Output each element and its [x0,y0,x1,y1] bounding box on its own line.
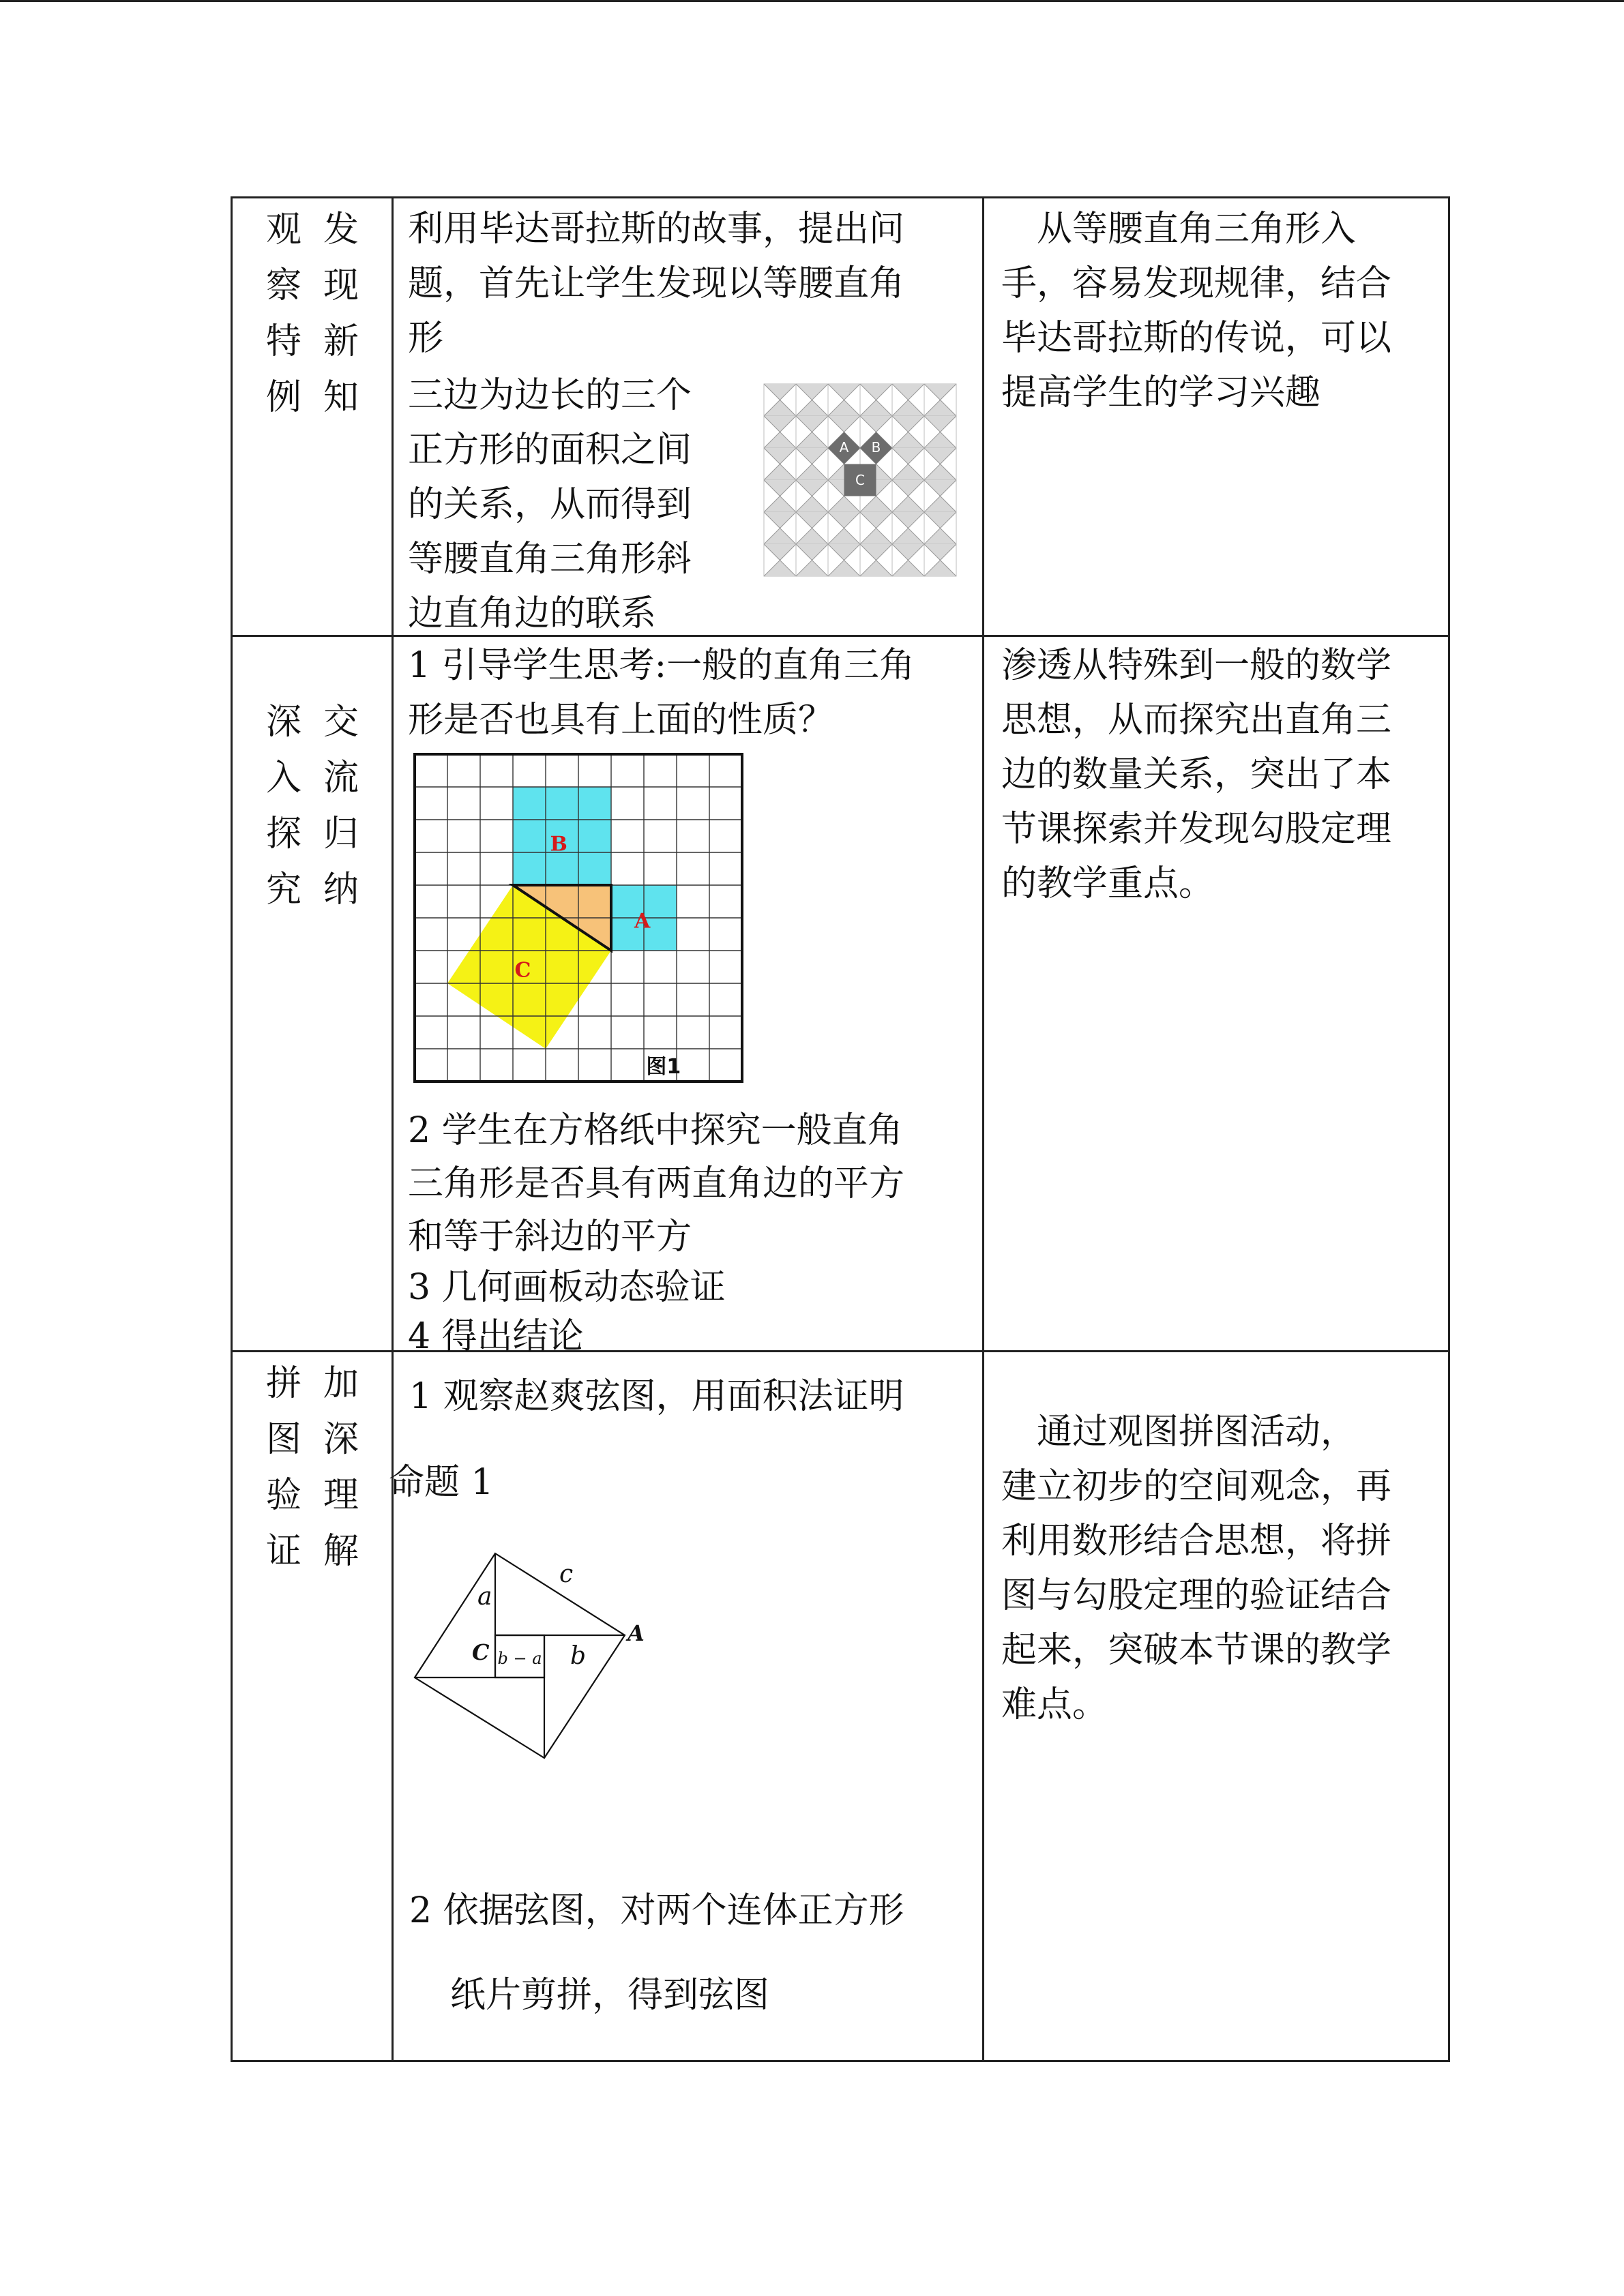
row3-activity-line: 命题 1 [389,1462,494,1503]
label-c: C [514,958,531,983]
label-a: A [634,909,651,934]
label-c: C [855,472,865,488]
row3-intent-line: 起来，突破本节课的教学 [1001,1630,1392,1671]
row3-intent-line: 建立初步的空间观念，再 [1001,1466,1392,1507]
table-border-right [1448,196,1450,2062]
label-a: a [477,1583,492,1611]
column-divider-2 [982,196,984,2062]
row1-activity-left-line: 的关系，从而得到 [408,484,692,525]
label-b-minus-a: b − a [497,1649,542,1668]
page-top-border [0,0,1624,2]
row1-activity-line: 利用毕达哥拉斯的故事，提出问 [408,209,905,250]
row2-activity-line: 三角形是否具有两直角边的平方 [408,1163,905,1204]
row2-stage-label: 深 入 探 究 [266,702,302,910]
table-border-left [231,196,233,2062]
row2-intent-line: 节课探索并发现勾股定理 [1001,809,1392,850]
row1-activity-left-line: 三边为边长的三个 [408,375,692,416]
row2-activity-line: 1 引导学生思考:一般的直角三角 [408,645,915,686]
label-c: c [559,1560,574,1588]
row2-intent-line: 思想，从而探究出直角三 [1001,700,1392,741]
row1-activity-line: 题，首先让学生发现以等腰直角 [408,263,905,304]
label-b: b [570,1642,587,1670]
row2-intent-line: 渗透从特殊到一般的数学 [1001,645,1392,686]
row1-intent-line: 提高学生的学习兴趣 [1001,372,1321,413]
row3-intent-line: 通过观图拼图活动， [1001,1412,1357,1452]
label-b: B [871,439,881,456]
figure-caption: 图1 [646,1055,681,1079]
row2-stage-label-2: 交 流 归 纳 [323,702,359,910]
label-vertex-a: A [628,1620,645,1646]
row3-intent-line: 利用数形结合思想，将拼 [1001,1521,1392,1562]
row1-intent-line: 从等腰直角三角形入 [1001,209,1357,250]
isosceles-tile-figure [764,384,956,575]
row2-activity-line: 形是否也具有上面的性质？ [408,700,834,741]
row1-stage-label-2: 发 现 新 知 [323,209,359,418]
row2-activity-line: 和等于斜边的平方 [408,1217,692,1257]
row1-stage-label: 观 察 特 例 [266,209,302,418]
row2-intent-line: 边的数量关系，突出了本 [1001,754,1392,795]
row3-intent-line: 难点。 [1001,1684,1108,1725]
row2-intent-line: 的教学重点。 [1001,863,1215,904]
row2-activity-line: 3 几何画板动态验证 [408,1267,726,1308]
row2-activity-line: 2 学生在方格纸中探究一般直角 [408,1110,903,1151]
zhao-shuang-string-diagram [415,1553,647,1772]
column-divider-1 [392,196,394,2062]
row2-activity-line: 4 得出结论 [408,1316,584,1357]
table-border-top [231,196,1450,198]
row1-activity-left-line: 边直角边的联系 [408,593,657,634]
row3-activity-line: 1 观察赵爽弦图，用面积法证明 [409,1376,904,1417]
lesson-table [231,196,1450,2062]
row3-activity-line: 纸片剪拼，得到弦图 [450,1975,770,2016]
row3-stage-label-2: 加 深 理 解 [323,1363,359,1572]
row3-stage-label: 拼 图 验 证 [266,1363,302,1572]
row1-activity-left-line: 等腰直角三角形斜 [408,539,692,580]
row1-activity-left-line: 正方形的面积之间 [408,430,692,471]
row1-intent-line: 手，容易发现规律，结合 [1001,263,1392,304]
label-b: B [550,832,567,856]
label-vertex-c: C [472,1639,490,1665]
row1-intent-line: 毕达哥拉斯的传说，可以 [1001,318,1392,359]
table-border-bottom [231,2060,1450,2062]
row3-intent-line: 图与勾股定理的验证结合 [1001,1575,1392,1616]
row1-activity-line: 形 [408,318,444,359]
row3-activity-line: 2 依据弦图，对两个连体正方形 [409,1890,904,1931]
label-a: A [839,439,849,456]
grid-pythagoras-figure [415,754,745,1094]
